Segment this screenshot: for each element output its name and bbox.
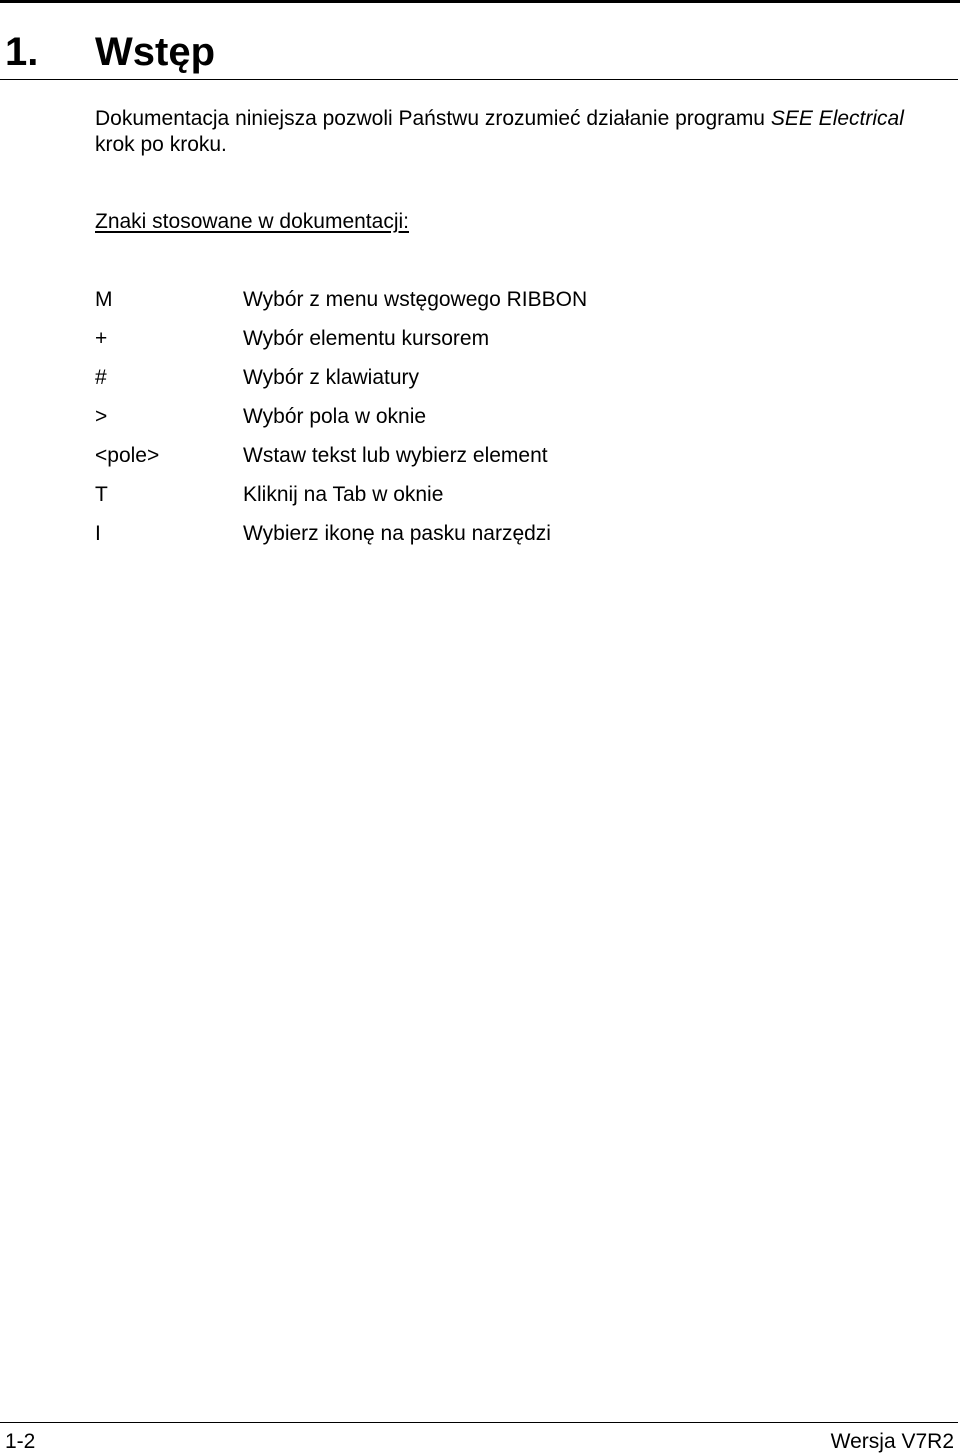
legend-row [95,521,895,560]
product-name: SEE Electrical [770,107,904,130]
legend-symbol: # [95,366,107,389]
legend-heading: Znaki stosowane w dokumentacji: [95,210,409,233]
legend-description: Wybór pola w oknie [243,405,427,428]
symbol-legend [95,287,895,560]
legend-row [95,287,895,326]
intro-text-after: krok po kroku. [95,133,227,156]
legend-description: Wybór elementu kursorem [243,327,490,350]
legend-symbol: + [95,327,108,350]
footer-version: Wersja V7R2 [830,1430,954,1453]
legend-description: Wybierz ikonę na pasku narzędzi [243,522,551,545]
intro-paragraph [95,106,915,158]
chapter-number: 1. [5,30,39,74]
legend-row [95,482,895,521]
chapter-title: Wstęp [95,30,215,74]
chapter-heading [0,28,958,80]
legend-description: Wybór z klawiatury [243,366,420,389]
legend-row [95,443,895,482]
footer-page-number: 1-2 [5,1430,36,1453]
legend-symbol: M [95,288,113,311]
page-footer [0,1422,958,1454]
legend-symbol: T [95,483,108,506]
intro-text-before: Dokumentacja niniejsza pozwoli Państwu zrozumieć działanie programu [95,107,771,130]
legend-row [95,404,895,443]
legend-symbol: > [95,405,108,428]
legend-description: Wstaw tekst lub wybierz element [243,444,548,467]
legend-description: Kliknij na Tab w oknie [243,483,444,506]
legend-row [95,326,895,365]
top-rule [0,0,960,3]
legend-row [95,365,895,404]
legend-description: Wybór z menu wstęgowego RIBBON [243,288,588,311]
legend-symbol: <pole> [95,444,160,467]
legend-symbol: I [95,522,101,545]
